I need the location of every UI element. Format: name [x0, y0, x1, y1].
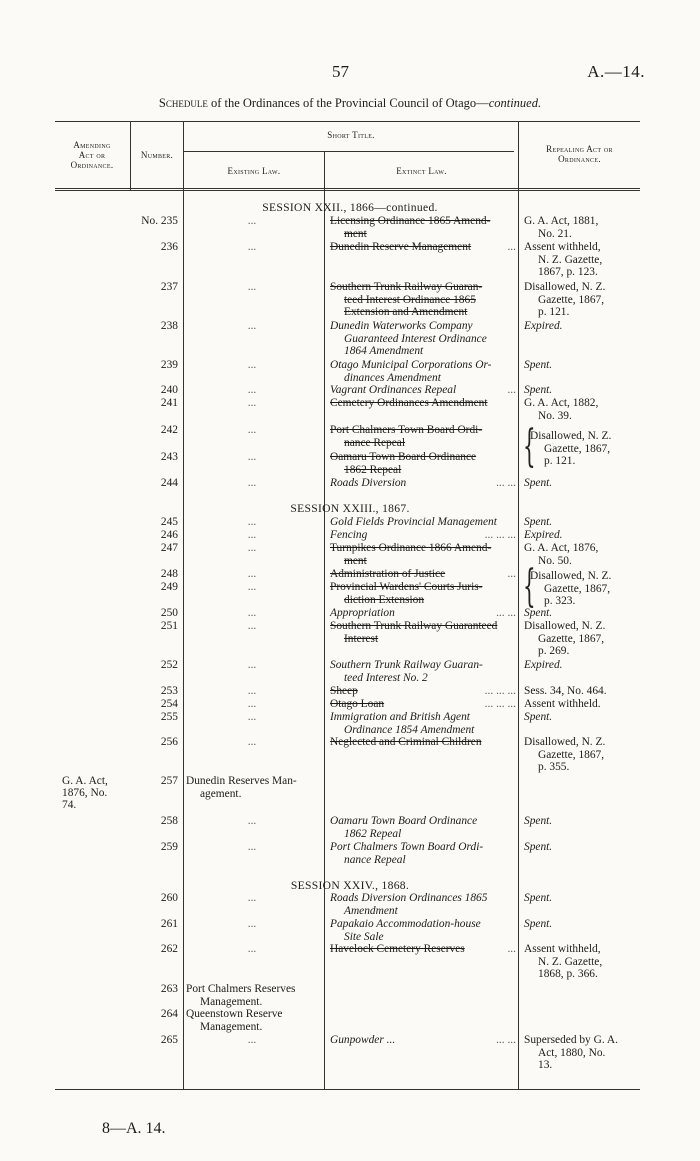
extinct-law — [330, 516, 516, 529]
ordinance-number: 241 — [160, 397, 178, 409]
ordinance-number: 263 — [160, 983, 178, 995]
repealing-act-line: Spent. — [524, 815, 553, 827]
extinct-law — [330, 542, 516, 567]
repealing-act — [524, 320, 626, 333]
extinct-law-line: Gold Fields Provincial Management — [330, 516, 497, 528]
repealing-act-line: No. 39. — [538, 409, 572, 422]
session-heading: SESSION XXIII., 1867. — [290, 502, 410, 515]
extinct-law — [330, 384, 516, 397]
repealing-act-line: Assent withheld, — [524, 943, 601, 955]
existing-law-line: Management. — [200, 1020, 263, 1033]
ordinance-number: 252 — [160, 659, 178, 671]
repealing-act-line: Expired. — [524, 320, 563, 332]
header-amending-line: Amending — [73, 140, 111, 150]
repealing-act-line: Gazette, 1867, — [538, 293, 605, 306]
extinct-law-line: diction Extension — [344, 593, 425, 606]
header-repealing-line: Ordinance. — [558, 154, 601, 164]
repealing-act-line: No. 50. — [538, 554, 572, 567]
header-extinct: Extinct Law. — [396, 166, 447, 176]
existing-law-leader: ... — [247, 424, 257, 436]
repealing-act-line: 1867, p. 123. — [538, 266, 598, 278]
repealing-act-line: Disallowed, N. Z. — [524, 736, 606, 748]
existing-law-leader: ... — [247, 620, 257, 632]
existing-law-leader: ... — [247, 568, 257, 580]
repealing-act-line: Spent. — [524, 841, 553, 853]
extinct-law-line: Neglected and Criminal Children — [330, 736, 482, 748]
existing-law-line: Dunedin Reserves Man- — [186, 775, 297, 787]
ordinance-number: 246 — [160, 529, 178, 541]
ordinance-number: 245 — [160, 516, 178, 528]
repealing-act-line: Sess. 34, No. 464. — [524, 685, 607, 697]
extinct-law-line: Appropriation ... ... — [330, 607, 516, 619]
extinct-law-line: Cemetery Ordinances Amendment — [330, 397, 488, 409]
dot-leader: ... ... ... — [484, 529, 516, 541]
extinct-law-line: Guaranteed Interest Ordinance — [344, 332, 487, 345]
session-heading: SESSION XXIV., 1868. — [290, 879, 410, 892]
extinct-law — [330, 581, 516, 606]
extinct-law-line: Fencing ... ... ... — [330, 529, 516, 541]
page-number: 57 — [332, 62, 349, 81]
repealing-act — [524, 397, 626, 422]
extinct-law-line: Southern Trunk Railway Guaran- — [330, 281, 483, 293]
repealing-act-line: Gazette, 1867, — [538, 748, 605, 761]
brace-mark: { — [523, 421, 536, 472]
existing-law-leader: ... — [247, 542, 257, 554]
existing-law-leader: ... — [247, 711, 257, 723]
extinct-law — [330, 529, 516, 542]
existing-law-leader: ... — [247, 359, 257, 371]
repealing-act — [524, 841, 626, 854]
caption-rest: of the Ordinances of the Provincial Council of Otago— — [207, 96, 489, 110]
repealing-act — [524, 892, 626, 905]
extinct-law-line: 1862 Repeal — [344, 463, 402, 476]
extinct-law-line: Dunedin Waterworks Company — [330, 320, 473, 332]
extinct-law-line: Roads Diversion ... ... — [330, 477, 516, 489]
extinct-law — [330, 281, 516, 319]
extinct-law-line: nance Repeal — [344, 436, 406, 449]
extinct-law-line: Amendment — [344, 904, 398, 917]
repealing-act — [524, 943, 626, 981]
ordinance-number: 258 — [160, 815, 178, 827]
extinct-law — [330, 424, 516, 449]
extinct-law — [330, 607, 516, 620]
existing-law-leader: ... — [247, 241, 257, 253]
ordinance-number: 255 — [160, 711, 178, 723]
page-footer: 8—A. 14. — [102, 1120, 166, 1137]
repealing-act-line: p. 121. — [538, 306, 570, 318]
repealing-act-line: Spent. — [524, 384, 553, 396]
existing-law-leader: ... — [247, 397, 257, 409]
repealing-act-line: N. Z. Gazette, — [538, 955, 603, 968]
repealing-act-line: Assent withheld, — [524, 241, 601, 253]
braced-repealing: Disallowed, N. Z. Gazette, 1867, p. 121. — [530, 430, 612, 467]
repealing-act-line: Disallowed, N. Z. — [524, 281, 606, 293]
existing-law-leader: ... — [247, 659, 257, 671]
caption-lead: Schedule — [158, 96, 208, 110]
repealing-act — [524, 384, 626, 397]
existing-law-leader: ... — [247, 215, 257, 227]
repealing-act-line: Expired. — [524, 529, 563, 541]
ordinance-number: 249 — [160, 581, 178, 593]
braced-repealing: Disallowed, N. Z. Gazette, 1867, p. 323. — [530, 570, 612, 607]
extinct-law-line: 1864 Amendment — [344, 345, 424, 357]
existing-law-leader: ... — [247, 581, 257, 593]
repealing-act — [524, 918, 626, 931]
repealing-act — [524, 529, 626, 542]
ordinance-number: 261 — [160, 918, 178, 930]
existing-law-line: Management. — [200, 995, 263, 1008]
extinct-law-line: Administration of Justice ... — [330, 568, 516, 580]
repealing-act — [524, 241, 626, 279]
dot-leader: ... ... ... — [484, 685, 516, 697]
header-existing: Existing Law. — [227, 166, 281, 176]
header-number: Number. — [140, 150, 174, 160]
extinct-law — [330, 320, 516, 358]
page-reference: A.—14. — [587, 62, 645, 81]
existing-law-leader: ... — [247, 943, 257, 955]
existing-law-leader: ... — [247, 516, 257, 528]
repealing-act-line: p. 269. — [538, 645, 570, 657]
extinct-law-line: Immigration and British Agent — [330, 711, 470, 723]
repealing-act — [524, 215, 626, 240]
header-amending-line: Act or — [78, 150, 106, 160]
repealing-act — [524, 359, 626, 372]
extinct-law — [330, 943, 516, 956]
extinct-law — [330, 620, 516, 645]
extinct-law-line: Provincial Wardens' Courts Juris- — [330, 581, 483, 593]
existing-law-leader: ... — [247, 815, 257, 827]
repealing-act — [524, 620, 626, 658]
repealing-act — [524, 1034, 626, 1072]
extinct-law — [330, 451, 516, 476]
repealing-act-line: N. Z. Gazette, — [538, 253, 603, 266]
existing-law-leader: ... — [247, 529, 257, 541]
extinct-law-line: Gunpowder ... ... ... — [330, 1034, 516, 1046]
extinct-law — [330, 736, 516, 749]
extinct-law-line: Site Sale — [344, 930, 384, 943]
extinct-law-line: Ordinance 1854 Amendment — [344, 723, 475, 736]
dot-leader: ... ... — [496, 1034, 516, 1046]
repealing-act — [524, 659, 626, 672]
repealing-act — [524, 685, 626, 698]
extinct-law-line: ment — [344, 554, 367, 567]
extinct-law-line: Southern Trunk Railway Guaran- — [330, 659, 483, 671]
repealing-act — [524, 736, 626, 774]
existing-law-line: Port Chalmers Reserves — [186, 983, 296, 995]
existing-law — [186, 983, 318, 1008]
repealing-act — [524, 607, 626, 620]
extinct-law — [330, 215, 516, 240]
existing-law-line: agement. — [200, 787, 242, 800]
repealing-act-line: Spent. — [524, 918, 553, 930]
extinct-law — [330, 815, 516, 840]
ordinance-number: 262 — [160, 943, 178, 955]
repealing-act-line: Spent. — [524, 607, 553, 619]
ordinance-number: 237 — [160, 281, 178, 293]
repealing-act-line: Spent. — [524, 477, 553, 489]
ordinance-number: 250 — [160, 607, 178, 619]
extinct-law-line: Turnpikes Ordinance 1866 Amend- — [330, 542, 492, 554]
extinct-law-line: Havelock Cemetery Reserves ... — [330, 943, 516, 955]
repealing-act-line: Spent. — [524, 892, 553, 904]
dot-leader: ... — [507, 943, 516, 955]
extinct-law — [330, 1034, 516, 1047]
extinct-law — [330, 359, 516, 384]
session-heading: SESSION XXII., 1866—continued. — [262, 201, 438, 214]
repealing-act — [524, 815, 626, 828]
dot-leader: ... ... ... — [484, 698, 516, 710]
ordinance-number: 253 — [160, 685, 178, 697]
ordinance-number: 259 — [160, 841, 178, 853]
existing-law-leader: ... — [247, 685, 257, 697]
ordinance-number: 242 — [160, 424, 178, 436]
existing-law-leader: ... — [247, 918, 257, 930]
dot-leader: ... — [507, 241, 516, 253]
extinct-law-line: Port Chalmers Town Board Ordi- — [330, 841, 484, 853]
extinct-law — [330, 241, 516, 254]
extinct-law-line: Sheep ... ... ... — [330, 685, 516, 697]
ordinance-number: 238 — [160, 320, 178, 332]
repealing-act-line: Spent. — [524, 711, 553, 723]
extinct-law — [330, 892, 516, 917]
repealing-act-line: Assent withheld. — [524, 698, 601, 710]
existing-law-leader: ... — [247, 384, 257, 396]
ordinance-number: 256 — [160, 736, 178, 748]
existing-law-leader: ... — [247, 892, 257, 904]
dot-leader: ... — [507, 384, 516, 396]
ordinance-number: 265 — [160, 1034, 178, 1046]
extinct-law — [330, 568, 516, 581]
repealing-act — [524, 698, 626, 711]
existing-law-line: Queenstown Reserve — [186, 1008, 283, 1020]
repealing-act-line: G. A. Act, 1876, — [524, 542, 599, 554]
extinct-law — [330, 698, 516, 711]
existing-law-leader: ... — [247, 841, 257, 853]
ordinance-number: 260 — [160, 892, 178, 904]
repealing-act — [524, 477, 626, 490]
repealing-act-line: 1868, p. 366. — [538, 968, 598, 980]
ordinance-number: 248 — [160, 568, 178, 580]
repealing-act-line: 13. — [538, 1059, 553, 1071]
ordinance-number: 240 — [160, 384, 178, 396]
extinct-law-line: dinances Amendment — [344, 371, 441, 384]
caption-tail: continued. — [488, 96, 542, 110]
repealing-act-line: G. A. Act, 1882, — [524, 397, 599, 409]
extinct-law-line: Papakaio Accommodation-house — [330, 918, 481, 930]
repealing-act-line: Superseded by G. A. — [524, 1034, 618, 1046]
ordinance-number: 244 — [160, 477, 178, 489]
extinct-law — [330, 477, 516, 490]
extinct-law-line: Oamaru Town Board Ordinance — [330, 815, 478, 827]
repealing-act-line: Disallowed, N. Z. — [524, 620, 606, 632]
dot-leader: ... — [507, 568, 516, 580]
extinct-law-line: Extension and Amendment — [344, 306, 468, 318]
existing-law-leader: ... — [247, 698, 257, 710]
repealing-act-line: p. 355. — [538, 761, 570, 773]
existing-law-leader: ... — [247, 281, 257, 293]
ordinance-number: 264 — [160, 1008, 178, 1020]
extinct-law-line: Vagrant Ordinances Repeal ... — [330, 384, 516, 396]
extinct-law — [330, 397, 516, 410]
header-short-title: Short Title. — [327, 130, 375, 140]
extinct-law-line: Otago Municipal Corporations Or- — [330, 359, 492, 371]
repealing-act — [524, 516, 626, 529]
repealing-act-line: Expired. — [524, 659, 563, 671]
repealing-act-line: Spent. — [524, 516, 553, 528]
existing-law-leader: ... — [247, 736, 257, 748]
existing-law-leader: ... — [247, 320, 257, 332]
repealing-act-line: Act, 1880, No. — [538, 1046, 606, 1059]
ordinance-number: 247 — [160, 542, 178, 554]
extinct-law-line: ment — [344, 227, 367, 240]
dot-leader: ... ... — [496, 607, 516, 619]
existing-law-leader: ... — [247, 607, 257, 619]
extinct-law-line: Southern Trunk Railway Guaranteed — [330, 620, 498, 632]
existing-law — [186, 1008, 318, 1033]
ordinance-number: 243 — [160, 451, 178, 463]
extinct-law — [330, 659, 516, 684]
extinct-law — [330, 841, 516, 866]
extinct-law-line: 1862 Repeal — [344, 827, 402, 840]
ordinance-number: 257 — [160, 775, 178, 787]
extinct-law-line: nance Repeal — [344, 853, 406, 866]
existing-law — [186, 775, 318, 800]
extinct-law-line: Oamaru Town Board Ordinance — [330, 451, 477, 463]
existing-law-leader: ... — [247, 1034, 257, 1046]
extinct-law — [330, 918, 516, 943]
existing-law-leader: ... — [247, 451, 257, 463]
brace-mark: { — [523, 561, 536, 612]
repealing-act — [524, 542, 626, 567]
extinct-law-line: Otago Loan ... ... ... — [330, 698, 516, 710]
repealing-act-line: G. A. Act, 1881, — [524, 215, 599, 227]
dot-leader: ... ... — [496, 477, 516, 489]
extinct-law-line: Port Chalmers Town Board Ordi- — [330, 424, 483, 436]
repealing-act-line: Gazette, 1867, — [538, 632, 605, 645]
extinct-law-line: teed Interest No. 2 — [344, 671, 428, 684]
extinct-law — [330, 711, 516, 736]
ordinance-number: 236 — [160, 241, 178, 253]
extinct-law-line: Licensing Ordinance 1865 Amend- — [330, 215, 491, 227]
header-repealing-line: Repealing Act or — [546, 144, 613, 154]
header-amending-line: Ordinance. — [70, 160, 114, 170]
ordinance-number: 254 — [160, 698, 178, 710]
ordinance-number: 239 — [160, 359, 178, 371]
repealing-act — [524, 711, 626, 724]
repealing-act — [524, 281, 626, 319]
amending-act: G. A. Act, 1876, No. 74. — [62, 775, 108, 811]
extinct-law-line: teed Interest Ordinance 1865 — [344, 293, 476, 306]
extinct-law — [330, 685, 516, 698]
extinct-law-line: Roads Diversion Ordinances 1865 — [330, 892, 488, 904]
ordinance-number: 251 — [160, 620, 178, 632]
existing-law-leader: ... — [247, 477, 257, 489]
repealing-act-line: No. 21. — [538, 227, 572, 240]
extinct-law-line: Interest — [344, 632, 379, 645]
ordinance-number: No. 235 — [141, 215, 178, 227]
extinct-law-line: Dunedin Reserve Management ... — [330, 241, 516, 253]
repealing-act-line: Spent. — [524, 359, 553, 371]
